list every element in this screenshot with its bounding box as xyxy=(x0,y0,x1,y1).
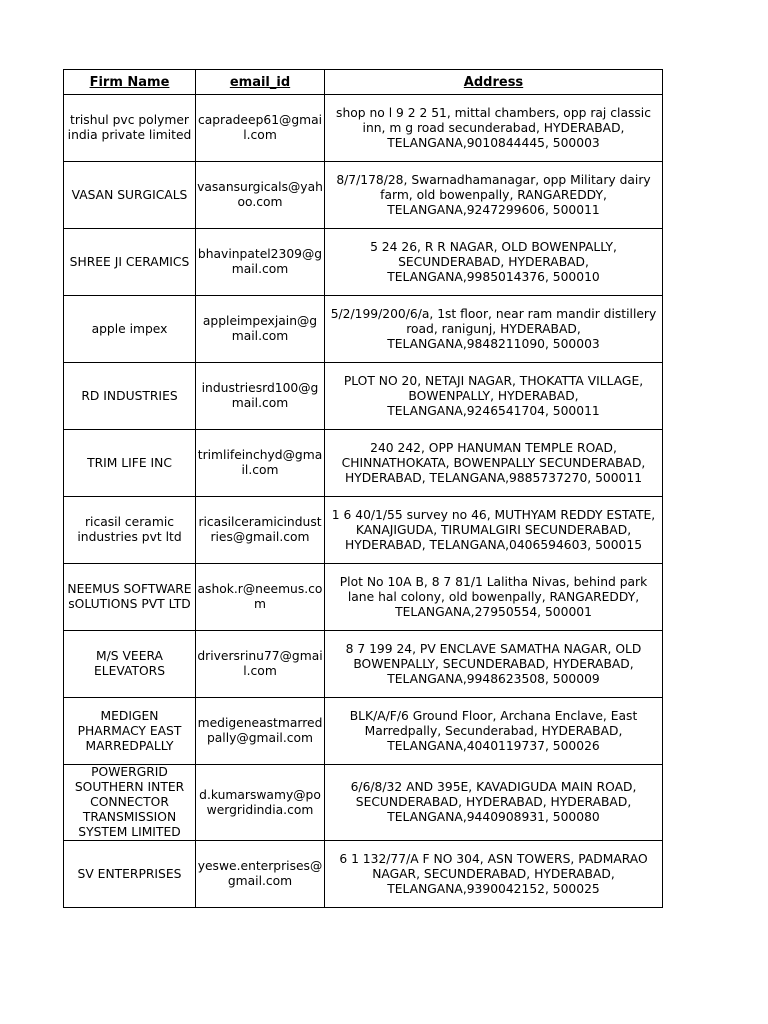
table-row xyxy=(64,162,663,229)
firm-name-cell: NEEMUS SOFTWARE sOLUTIONS PVT LTD xyxy=(64,564,196,631)
email-cell: ashok.r@neemus.com xyxy=(196,564,325,631)
email-cell: ricasilceramicindustries@gmail.com xyxy=(196,497,325,564)
header-row xyxy=(64,70,663,95)
firm-name-cell: SV ENTERPRISES xyxy=(64,841,196,908)
email-cell: d.kumarswamy@powergridindia.com xyxy=(196,765,325,841)
header-email-id: email_id xyxy=(196,70,325,95)
table-body xyxy=(64,95,663,908)
address-cell: 8 7 199 24, PV ENCLAVE SAMATHA NAGAR, OLD BOWENPALLY, SECUNDERABAD, HYDERABAD, TELANGANA,9948623508, 500009 xyxy=(325,631,663,698)
header-address: Address xyxy=(325,70,663,95)
firm-name-cell: M/S VEERA ELEVATORS xyxy=(64,631,196,698)
firm-name-cell: RD INDUSTRIES xyxy=(64,363,196,430)
table-row xyxy=(64,296,663,363)
table-row xyxy=(64,564,663,631)
table-row xyxy=(64,698,663,765)
address-cell: PLOT NO 20, NETAJI NAGAR, THOKATTA VILLAGE, BOWENPALLY, HYDERABAD, TELANGANA,9246541704, 500011 xyxy=(325,363,663,430)
table-row xyxy=(64,430,663,497)
table-row xyxy=(64,841,663,908)
table-row xyxy=(64,363,663,430)
firm-name-cell: VASAN SURGICALS xyxy=(64,162,196,229)
email-cell: yeswe.enterprises@gmail.com xyxy=(196,841,325,908)
email-cell: trimlifeinchyd@gmail.com xyxy=(196,430,325,497)
table-row xyxy=(64,229,663,296)
firm-name-cell: MEDIGEN PHARMACY EAST MARREDPALLY xyxy=(64,698,196,765)
address-cell: Plot No 10A B, 8 7 81/1 Lalitha Nivas, behind park lane hal colony, old bowenpally, RANGAREDDY, TELANGANA,27950554, 500001 xyxy=(325,564,663,631)
address-cell: 6/6/8/32 AND 395E, KAVADIGUDA MAIN ROAD, SECUNDERABAD, HYDERABAD, HYDERABAD, TELANGANA,9440908931, 500080 xyxy=(325,765,663,841)
address-cell: 240 242, OPP HANUMAN TEMPLE ROAD, CHINNATHOKATA, BOWENPALLY SECUNDERABAD, HYDERABAD, TELANGANA,9885737270, 500011 xyxy=(325,430,663,497)
table-row xyxy=(64,497,663,564)
firm-name-cell: POWERGRID SOUTHERN INTER CONNECTOR TRANSMISSION SYSTEM LIMITED xyxy=(64,765,196,841)
email-cell: medigeneastmarredpally@gmail.com xyxy=(196,698,325,765)
firm-directory-table xyxy=(63,69,663,908)
address-cell: 1 6 40/1/55 survey no 46, MUTHYAM REDDY ESTATE, KANAJIGUDA, TIRUMALGIRI SECUNDERABAD, HYDERABAD, TELANGANA,0406594603, 500015 xyxy=(325,497,663,564)
address-cell: 5 24 26, R R NAGAR, OLD BOWENPALLY, SECUNDERABAD, HYDERABAD, TELANGANA,9985014376, 500010 xyxy=(325,229,663,296)
email-cell: driversrinu77@gmail.com xyxy=(196,631,325,698)
email-cell: bhavinpatel2309@gmail.com xyxy=(196,229,325,296)
address-cell: BLK/A/F/6 Ground Floor, Archana Enclave, East Marredpally, Secunderabad, HYDERABAD, TELANGANA,4040119737, 500026 xyxy=(325,698,663,765)
table-row xyxy=(64,631,663,698)
email-cell: industriesrd100@gmail.com xyxy=(196,363,325,430)
email-cell: capradeep61@gmail.com xyxy=(196,95,325,162)
email-cell: vasansurgicals@yahoo.com xyxy=(196,162,325,229)
address-cell: 6 1 132/77/A F NO 304, ASN TOWERS, PADMARAO NAGAR, SECUNDERABAD, HYDERABAD, TELANGANA,9390042152, 500025 xyxy=(325,841,663,908)
table-row xyxy=(64,95,663,162)
address-cell: shop no l 9 2 2 51, mittal chambers, opp raj classic inn, m g road secunderabad, HYDERABAD, TELANGANA,9010844445, 500003 xyxy=(325,95,663,162)
email-cell: appleimpexjain@gmail.com xyxy=(196,296,325,363)
firm-name-cell: apple impex xyxy=(64,296,196,363)
address-cell: 8/7/178/28, Swarnadhamanagar, opp Military dairy farm, old bowenpally, RANGAREDDY, TELANGANA,9247299606, 500011 xyxy=(325,162,663,229)
table-header xyxy=(64,70,663,95)
table-row xyxy=(64,765,663,841)
firm-name-cell: SHREE JI CERAMICS xyxy=(64,229,196,296)
address-cell: 5/2/199/200/6/a, 1st floor, near ram mandir distillery road, ranigunj, HYDERABAD, TELANGANA,9848211090, 500003 xyxy=(325,296,663,363)
firm-name-cell: ricasil ceramic industries pvt ltd xyxy=(64,497,196,564)
firm-name-cell: TRIM LIFE INC xyxy=(64,430,196,497)
header-firm-name: Firm Name xyxy=(64,70,196,95)
firm-name-cell: trishul pvc polymer india private limited xyxy=(64,95,196,162)
